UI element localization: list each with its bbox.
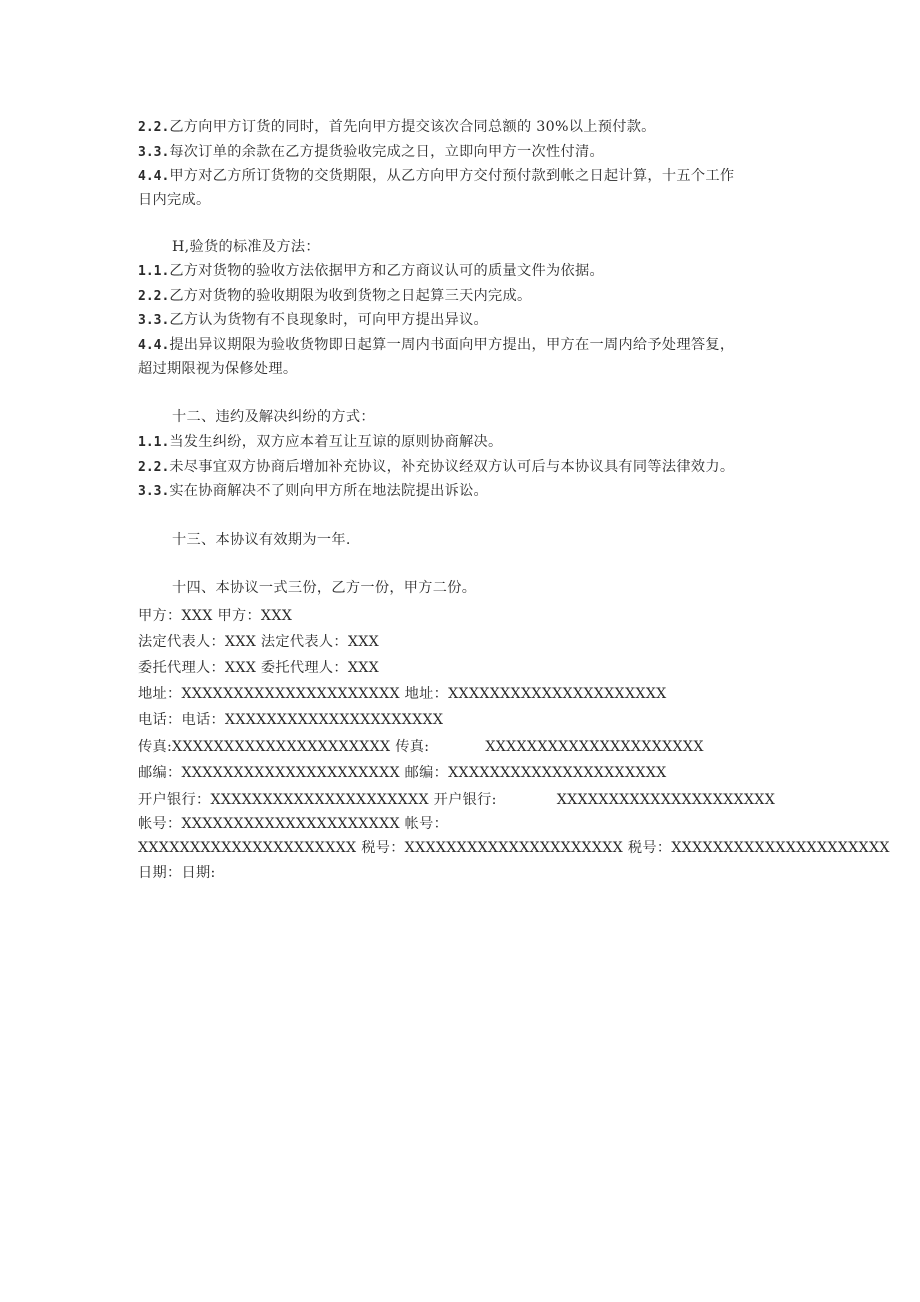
fax-value: XXXXXXXXXXXXXXXXXXXXX	[485, 739, 704, 755]
clause-number: 2.2.	[138, 289, 170, 304]
inspection-heading: H,验货的标准及方法：	[172, 239, 320, 255]
inspection-clause-2	[138, 286, 532, 307]
clause-number: 2.2.	[138, 120, 170, 135]
inspection-clause-1	[138, 261, 604, 282]
clause-text: 当发生纠纷，双方应本着互让互谅的原则协商解决。	[169, 434, 503, 450]
bank-value: XXXXXXXXXXXXXXXXXXXXX	[556, 792, 776, 808]
clause-text: 实在协商解决不了则向甲方所在地法院提出诉讼。	[169, 483, 489, 499]
payment-clause-4-continued: 日内完成。	[138, 192, 211, 208]
payment-clause-4	[138, 166, 734, 187]
dispute-clause-1	[138, 432, 503, 453]
inspection-clause-4-continued: 超过期限视为保修处理。	[138, 361, 298, 377]
clause-number: 2.2.	[138, 460, 170, 475]
dispute-clause-2	[138, 457, 734, 478]
clause-text: 乙方认为货物有不良现象时，可向甲方提出异议。	[169, 312, 489, 328]
clause-number: 3.3.	[138, 484, 170, 499]
clause-text: 未尽事宜双方协商后增加补充协议，补充协议经双方认可后与本协议具有同等法律效力。	[169, 459, 735, 475]
dispute-clause-3	[138, 481, 488, 502]
signature-tax: XXXXXXXXXXXXXXXXXXXXX 税号：XXXXXXXXXXXXXXXXXXXXX 税号：XXXXXXXXXXXXXXXXXXXXX	[138, 840, 890, 856]
bank-label: 开户银行：XXXXXXXXXXXXXXXXXXXXX 开户银行:	[138, 792, 497, 808]
payment-clause-3	[138, 142, 604, 163]
copies-clause: 十四、本协议一式三份，乙方一份，甲方二份。	[172, 580, 477, 596]
clause-number: 3.3.	[138, 145, 170, 160]
clause-text: 乙方对货物的验收期限为收到货物之日起算三天内完成。	[169, 288, 532, 304]
inspection-clause-3	[138, 310, 488, 331]
signature-date: 日期：日期:	[138, 865, 216, 881]
signature-party: 甲方：XXX 甲方：XXX	[138, 608, 293, 624]
signature-agent: 委托代理人：XXX 委托代理人：XXX	[138, 660, 380, 676]
clause-number: 4.4.	[138, 169, 170, 184]
signature-phone: 电话：电话：XXXXXXXXXXXXXXXXXXXXX	[138, 712, 444, 728]
payment-clause-2	[138, 117, 656, 138]
signature-address: 地址：XXXXXXXXXXXXXXXXXXXXX 地址：XXXXXXXXXXXXXXXXXXXXX	[138, 686, 667, 702]
signature-account: 帐号：XXXXXXXXXXXXXXXXXXXXX 帐号：	[138, 816, 449, 832]
clause-text: 每次订单的余款在乙方提货验收完成之日，立即向甲方一次性付清。	[169, 144, 604, 160]
clause-text: 乙方对货物的验收方法依据甲方和乙方商议认可的质量文件为依据。	[169, 263, 604, 279]
validity-clause: 十三、本协议有效期为一年.	[172, 532, 351, 548]
clause-text: 甲方对乙方所订货物的交货期限，从乙方向甲方交付预付款到帐之日起计算，十五个工作	[169, 168, 735, 184]
signature-bank	[138, 790, 775, 810]
clause-number: 4.4.	[138, 338, 170, 353]
clause-number: 1.1.	[138, 435, 170, 450]
clause-text: 提出异议期限为验收货物即日起算一周内书面向甲方提出，甲方在一周内给予处理答复，	[169, 337, 735, 353]
fax-label: 传真:XXXXXXXXXXXXXXXXXXXXX 传真:	[138, 739, 430, 755]
clause-number: 1.1.	[138, 264, 170, 279]
clause-text: 乙方向甲方订货的同时，首先向甲方提交该次合同总额的 30%以上预付款。	[169, 119, 656, 135]
inspection-clause-4	[138, 335, 734, 356]
signature-postcode: 邮编：XXXXXXXXXXXXXXXXXXXXX 邮编：XXXXXXXXXXXXXXXXXXXXX	[138, 765, 667, 781]
clause-number: 3.3.	[138, 313, 170, 328]
signature-fax	[138, 737, 704, 757]
dispute-heading: 十二、违约及解决纠纷的方式：	[172, 409, 375, 425]
signature-legal-rep: 法定代表人：XXX 法定代表人：XXX	[138, 634, 380, 650]
